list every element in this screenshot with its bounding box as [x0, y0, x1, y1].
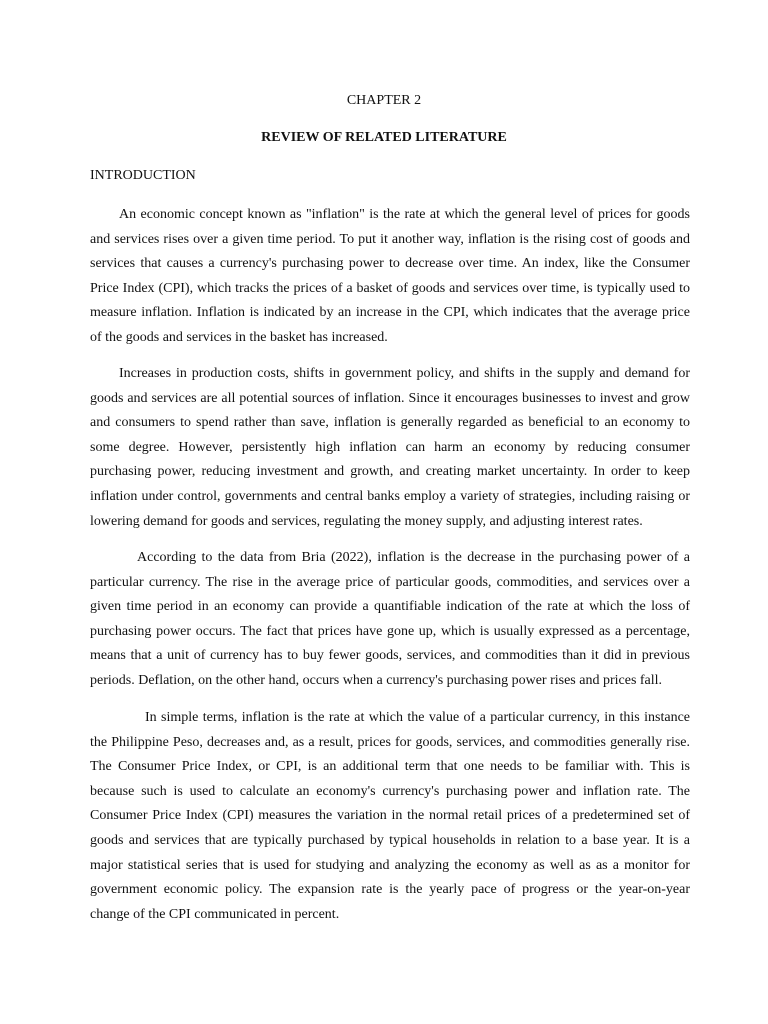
paragraph-line: because such is used to calculate an economy's currency's purchasing power and inflation rate. The — [90, 783, 690, 799]
paragraph-line: In simple terms, inflation is the rate at which the value of a particular currency, in this instance — [145, 710, 690, 725]
paragraph-line: purchasing power occurs. The fact that prices have gone up, which is usually expressed as a percentage, — [90, 623, 690, 639]
chapter-title: REVIEW OF RELATED LITERATURE — [261, 130, 507, 145]
paragraph-4 — [90, 706, 690, 927]
paragraph-line: lowering demand for goods and services, regulating the money supply, and adjusting interest rates. — [90, 513, 643, 529]
paragraph-line: measure inflation. Inflation is indicated by an increase in the CPI, which indicates that the average price — [90, 305, 690, 321]
paragraph-line: and services rises over a given time period. To put it another way, inflation is the rising cost of goods and — [90, 231, 690, 247]
paragraph-line: purchasing power, reducing investment and growth, and creating market uncertainty. In order to keep — [90, 464, 690, 480]
paragraph-line: given time period in an economy can provide a quantifiable indication of the rate at which the loss of — [90, 599, 690, 615]
paragraph-line: Increases in production costs, shifts in government policy, and shifts in the supply and demand for — [119, 366, 690, 381]
paragraph-line: inflation under control, governments and central banks employ a variety of strategies, including raising or — [90, 488, 690, 504]
paragraph-line: and consumers to spend rather than save, inflation is generally regarded as beneficial to an economy to — [90, 415, 690, 431]
paragraph-3 — [90, 546, 690, 694]
section-heading: INTRODUCTION — [90, 168, 196, 183]
paragraph-line: goods and services are all potential sources of inflation. Since it encourages businesses to invest and grow — [90, 390, 690, 406]
paragraph-line: of the goods and services in the basket has increased. — [90, 329, 388, 345]
paragraph-line: goods and services that are typically purchased by typical households in relation to a base year. It is a — [90, 832, 690, 848]
paragraph-2 — [90, 362, 690, 534]
paragraph-line: particular currency. The rise in the average price of particular goods, commodities, and services over a — [90, 574, 690, 590]
paragraph-line: means that a unit of currency has to buy fewer goods, services, and commodities than it did in previous — [90, 648, 690, 664]
paragraph-line: An economic concept known as "inflation" is the rate at which the general level of prices for goods — [119, 207, 690, 222]
paragraph-line: According to the data from Bria (2022), inflation is the decrease in the purchasing power of a — [137, 550, 690, 565]
paragraph-line: periods. Deflation, on the other hand, occurs when a currency's purchasing power rises and prices fall. — [90, 672, 663, 688]
paragraph-line: government economic policy. The expansion rate is the yearly pace of progress or the year-on-year — [90, 882, 690, 898]
chapter-label: CHAPTER 2 — [346, 93, 422, 108]
paragraph-line: The Consumer Price Index, or CPI, is an additional term that one needs to be familiar with. This is — [90, 759, 690, 775]
paragraph-line: major statistical series that is used for studying and analyzing the economy as well as as a monitor for — [90, 857, 690, 873]
paragraph-line: change of the CPI communicated in percent. — [90, 906, 340, 922]
paragraph-line: the Philippine Peso, decreases and, as a result, prices for goods, services, and commodities generally rise. — [90, 734, 690, 750]
paragraph-line: Price Index (CPI), which tracks the prices of a basket of goods and services over time, is typically used to — [90, 280, 690, 296]
paragraph-line: Consumer Price Index (CPI) measures the variation in the normal retail prices of a predetermined set of — [90, 808, 690, 824]
paragraph-line: services that causes a currency's purchasing power to decrease over time. An index, like the Consumer — [90, 256, 690, 272]
paragraph-line: some degree. However, persistently high inflation can harm an economy by reducing consumer — [90, 439, 690, 455]
paragraph-1 — [90, 203, 690, 351]
